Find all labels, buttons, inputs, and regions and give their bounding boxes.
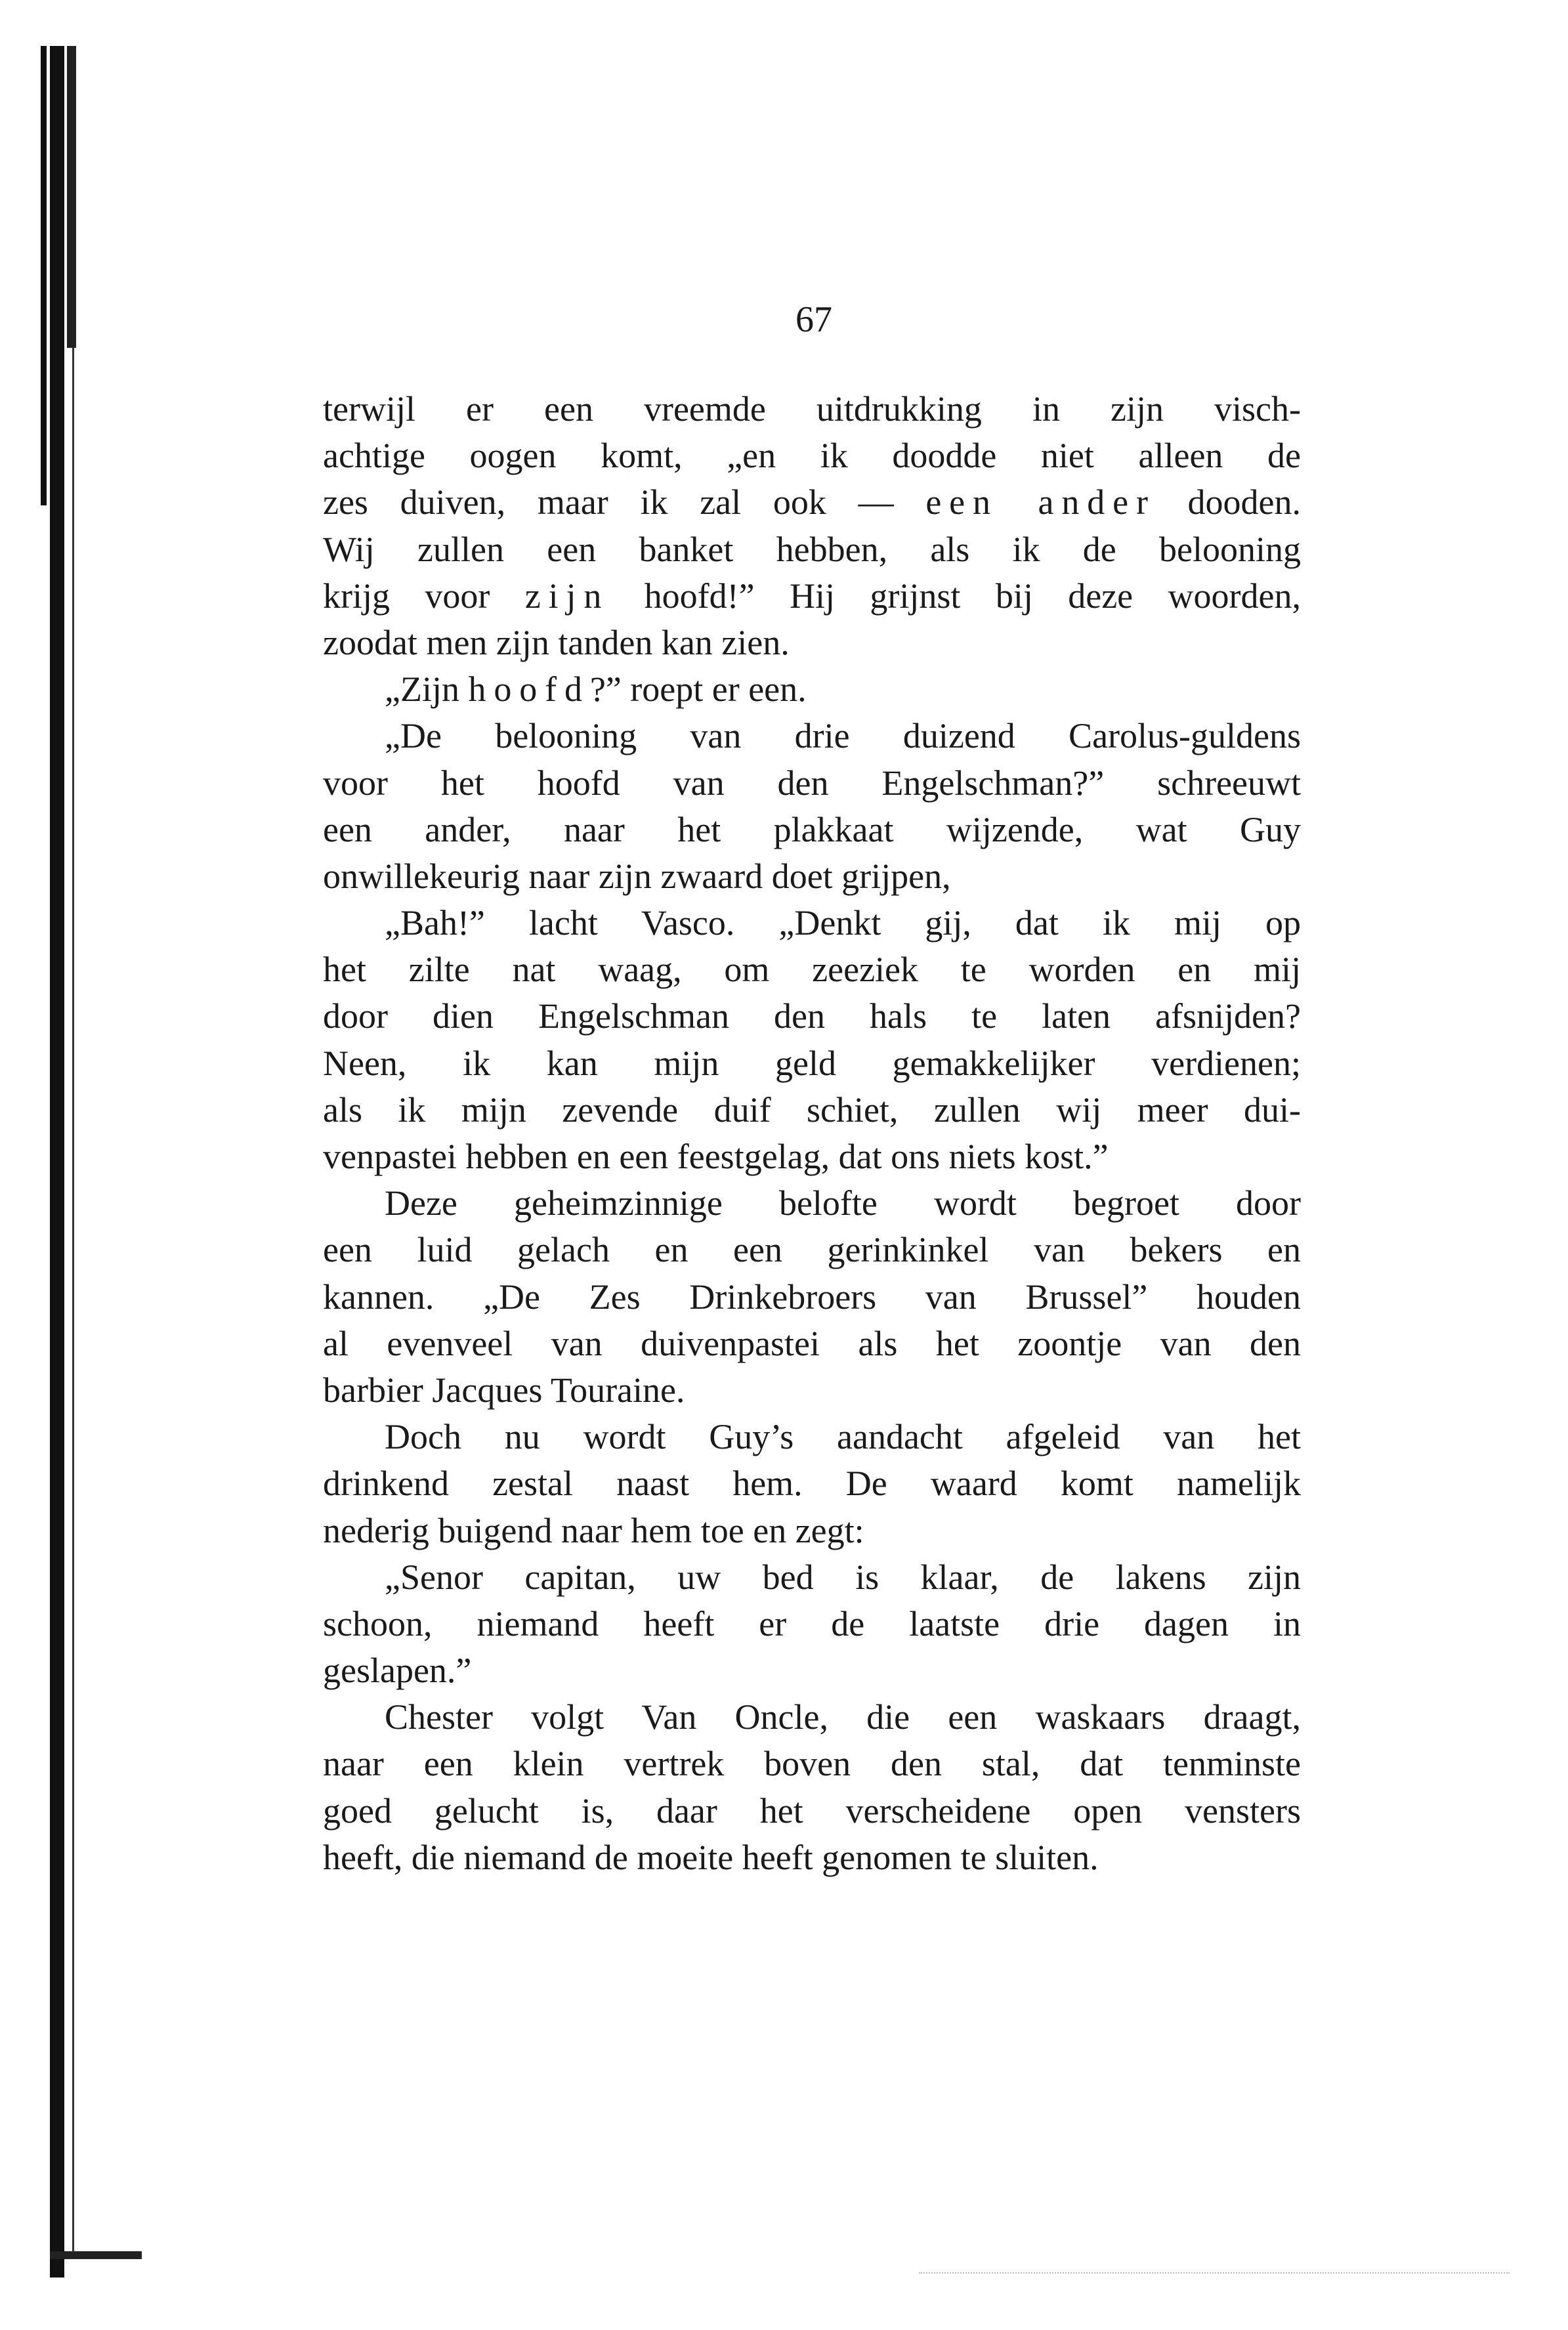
text-line (323, 1367, 1301, 1414)
text-line (323, 1554, 1301, 1601)
text-run: heeft, die niemand de moeite heeft genomen te sluiten. (323, 1837, 1099, 1877)
text-line (323, 946, 1301, 993)
binding-bar-inner (67, 46, 76, 348)
binding-shadow (41, 46, 93, 2284)
text-run: al evenveel van duivenpastei als het zoontje van den (323, 1323, 1301, 1363)
text-line (323, 993, 1301, 1040)
binding-edge-line (72, 348, 74, 2251)
text-line (323, 479, 1301, 526)
text-run: door dien Engelschman den hals te laten afsnijden? (323, 996, 1301, 1036)
text-run: Deze geheimzinnige belofte wordt begroet door (385, 1183, 1301, 1223)
text-line (323, 1460, 1301, 1507)
text-line (323, 1180, 1301, 1227)
text-run: terwijl er een vreemde uitdrukking in zijn visch- (323, 389, 1301, 429)
text-run: Doch nu wordt Guy’s aandacht afgeleid van het (385, 1417, 1301, 1457)
text-run: een luid gelach en een gerinkinkel van bekers en (323, 1230, 1301, 1270)
text-run: „Zijn (385, 669, 469, 710)
text-line (323, 433, 1301, 479)
text-run: het zilte nat waag, om zeeziek te worden en mij (323, 950, 1301, 990)
text-line (323, 713, 1301, 759)
text-line (323, 1414, 1301, 1460)
text-line (323, 807, 1301, 853)
emphasized-text: hoofd (468, 669, 590, 710)
text-line (323, 1274, 1301, 1321)
text-run: achtige oogen komt, „en ik doodde niet alleen de (323, 436, 1301, 476)
text-run: hoofd!” Hij grijnst bij deze woorden, (609, 576, 1301, 616)
text-run: „Senor capitan, uw bed is klaar, de lakens zijn (385, 1557, 1301, 1597)
text-run: goed gelucht is, daar het verscheidene open vensters (323, 1790, 1301, 1831)
text-run: kannen. „De Zes Drinkebroers van Brussel” houden (323, 1277, 1301, 1317)
text-line (323, 760, 1301, 807)
text-run: zes duiven, maar ik zal ook — (323, 482, 926, 522)
text-run: Chester volgt Van Oncle, die een waskaars draagt, (385, 1697, 1301, 1737)
text-line (323, 1227, 1301, 1273)
emphasized-text: een ander (925, 482, 1156, 522)
text-line (323, 1834, 1301, 1881)
emphasized-text: zijn (524, 576, 610, 616)
text-line (323, 900, 1301, 946)
text-run: onwillekeurig naar zijn zwaard doet grijpen, (323, 856, 951, 896)
text-line (323, 1508, 1301, 1554)
text-run: krijg voor (323, 576, 525, 616)
text-run: drinkend zestal naast hem. De waard komt namelijk (323, 1464, 1301, 1504)
text-line (323, 1321, 1301, 1367)
text-run: voor het hoofd van den Engelschman?” schreeuwt (323, 763, 1301, 803)
text-run: zoodat men zijn tanden kan zien. (323, 622, 790, 662)
text-line (323, 1040, 1301, 1087)
body-text (323, 386, 1301, 1881)
text-run: een ander, naar het plakkaat wijzende, wat Guy (323, 809, 1301, 849)
text-run: nederig buigend naar hem toe en zegt: (323, 1510, 864, 1550)
text-line (323, 1647, 1301, 1694)
text-line (323, 620, 1301, 666)
text-run: naar een klein vertrek boven den stal, dat tenminste (323, 1744, 1301, 1784)
text-line (323, 1087, 1301, 1133)
text-line (323, 573, 1301, 620)
binding-foot (50, 2251, 142, 2259)
page-number: 67 (795, 299, 832, 340)
text-run: als ik mijn zevende duif schiet, zullen wij meer dui- (323, 1090, 1301, 1130)
text-line (323, 526, 1301, 573)
text-run: venpastei hebben en een feestgelag, dat ons niets kost.” (323, 1137, 1109, 1176)
text-line (323, 1788, 1301, 1834)
text-run: „De belooning van drie duizend Carolus-guldens (385, 716, 1301, 756)
text-run: Wij zullen een banket hebben, als ik de belooning (323, 529, 1301, 569)
text-run: dooden. (1155, 482, 1301, 522)
text-run: geslapen.” (323, 1651, 472, 1691)
binding-bar (50, 46, 64, 2277)
text-line (323, 1601, 1301, 1647)
text-line (323, 1741, 1301, 1787)
text-run: „Bah!” lacht Vasco. „Denkt gij, dat ik mij op (385, 903, 1301, 943)
scan-footer-marks (919, 2272, 1510, 2276)
text-run: barbier Jacques Touraine. (323, 1370, 685, 1410)
text-run: Neen, ik kan mijn geld gemakkelijker verdienen; (323, 1043, 1301, 1083)
text-line (323, 666, 1301, 713)
text-run: schoon, niemand heeft er de laatste drie dagen in (323, 1603, 1301, 1643)
text-run: ?” roept er een. (589, 669, 807, 710)
text-line (323, 386, 1301, 433)
binding-bar-outer (41, 46, 47, 505)
text-line (323, 1133, 1301, 1180)
text-line (323, 853, 1301, 900)
text-line (323, 1694, 1301, 1741)
